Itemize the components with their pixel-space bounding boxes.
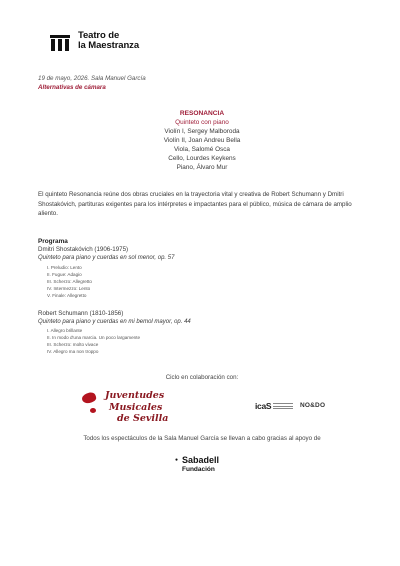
performer: Viola, Salomé Osca [173, 146, 230, 153]
nodo-logo: NO&DO [300, 402, 326, 409]
collaboration-text: Ciclo en colaboración con: [165, 374, 239, 381]
icas-logo: icaS [255, 401, 272, 411]
jm-logo-text: Juventudes Musicales de Sevilla [105, 390, 169, 424]
event-series: Alternativas de cámara [38, 84, 106, 91]
performer: Violín I, Sergey Malboroda [164, 128, 240, 135]
performer: Piano, Álvaro Mur [176, 164, 228, 171]
sponsor-name: Sabadell [182, 455, 220, 465]
red-splash-icon [81, 391, 98, 405]
composer: Robert Schumann (1810-1856) [38, 310, 124, 317]
sabadell-s-icon: ● [175, 457, 179, 463]
concert-description: El quinteto Resonancia reúne dos obras cruciales en la trayectoria vital y creativa de Robert Schumann y Dmitri Shostakóvich, partituras exigentes para los intérpretes e impactantes para el público, música de cámara de amplio aliento. [38, 191, 352, 217]
teatro-maestranza-logo [50, 30, 160, 58]
movement: IV. Allegro ma non troppo [47, 349, 99, 354]
theatre-columns-icon [50, 35, 70, 51]
movement: III. Scherzo: Allegretto [47, 279, 92, 284]
support-text: Todos los espectáculos de la Sala Manuel García se llevan a cabo gracias al apoyo de [83, 435, 321, 442]
performer: Violín II, Joan Andreu Bella [163, 137, 241, 144]
work-title: Quinteto para piano y cuerdas en mi bemol mayor, op. 44 [38, 319, 191, 325]
movement: II. Fugue: Adagio [47, 272, 82, 277]
sabadell-fundacion-logo [175, 455, 235, 477]
movement: I. Allegro brillante [47, 328, 83, 333]
movement: I. Preludio: Lento [47, 265, 82, 270]
movement: III. Scherzo: molto vivace [47, 342, 99, 347]
juventudes-musicales-logo [80, 388, 190, 428]
work-title: Quinteto para piano y cuerdas en sol menor, op. 57 [38, 255, 175, 261]
icas-subtext-lines [273, 403, 293, 410]
movement: V. Finale: Allegretto [47, 293, 87, 298]
event-date-place: 19 de mayo, 2026. Sala Manuel García [38, 75, 146, 82]
red-dot-icon [90, 408, 96, 413]
sponsor-sub: Fundación [182, 466, 215, 473]
icas-nodo-logos [255, 401, 325, 415]
program-heading: Programa [38, 238, 68, 245]
ensemble-type: Quinteto con piano [175, 119, 229, 126]
movement: II. In modo d'una marcia. Un poco largamente [47, 335, 141, 340]
performer: Cello, Lourdes Keykens [168, 155, 236, 162]
logo-text: Teatro de la Maestranza [78, 30, 140, 51]
movement: IV. Intermezzo: Lento [47, 286, 91, 291]
composer: Dmitri Shostakóvich (1906-1975) [38, 246, 129, 253]
concert-title: RESONANCIA [179, 110, 225, 117]
